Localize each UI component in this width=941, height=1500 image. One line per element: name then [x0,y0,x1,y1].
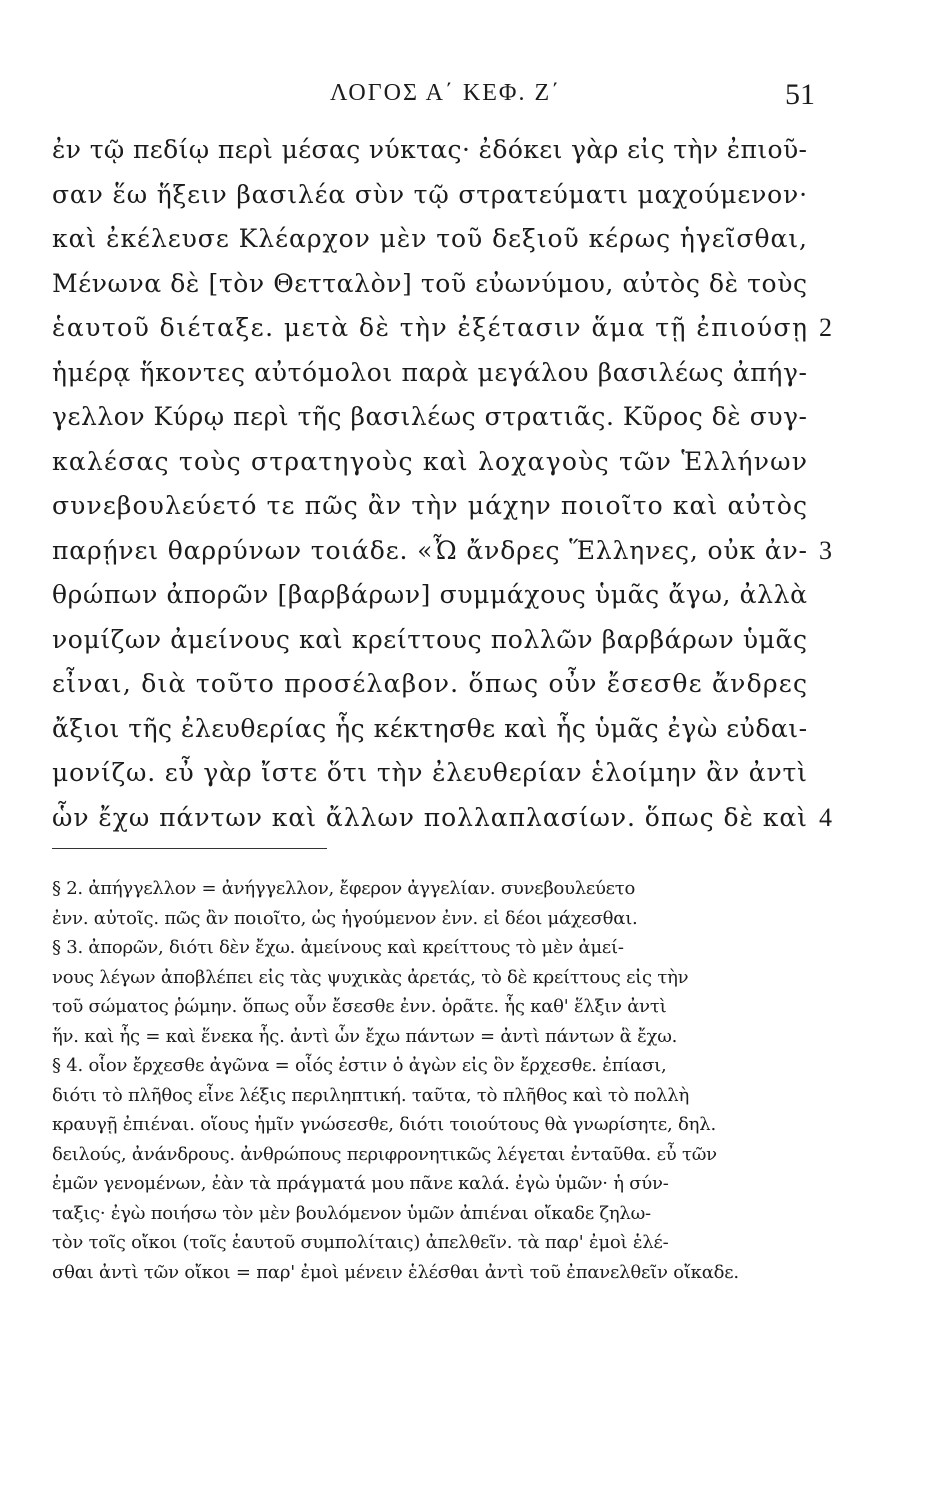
section-number: 4 [819,802,832,832]
note-line: διότι τὸ πλῆθος εἶνε λέξις περιληπτική. ταῦτα, τὸ πλῆθος καὶ τὸ πολλὴ [52,1084,690,1106]
main-text [52,128,832,840]
line-text: συνεβουλεύετό τε πῶς ἂν τὴν μάχην ποιοῖτο καὶ αὐτὸς [52,491,809,520]
line-text: σαν ἕω ἥξειν βασιλέα σὺν τῷ στρατεύματι μαχούμενον· [52,179,808,209]
line-text: Μένωνα δὲ [τὸν Θετταλὸν] τοῦ εὐωνύμου, αὐτὸς δὲ τοὺς [52,268,808,298]
text-line [52,529,832,574]
note-line: κραυγῇ ἐπιέναι. οἵους ἡμῖν γνώσεσθε, διότι τοιούτους θὰ γνωρίσητε, δηλ. [52,1114,716,1135]
note-line: ἐνν. αὐτοῖς. πῶς ἂν ποιοῖτο, ὡς ἡγούμενον ἐνν. εἰ δέοι μάχεσθαι. [52,907,638,929]
text-line [52,484,822,529]
note-line: νους λέγων ἀποβλέπει εἰς τὰς ψυχικὰς ἀρετάς, τὸ δὲ κρείττους εἰς τὴν [52,966,689,988]
line-text: μονίζω. εὖ γὰρ ἴστε ὅτι τὴν ἐλευθερίαν ἑλοίμην ἂν ἀντὶ [52,758,808,787]
text-line [52,707,822,752]
line-text: ἐν τῷ πεδίῳ περὶ μέσας νύκτας· ἐδόκει γὰρ εἰς τὴν ἐπιοῦ- [52,135,808,164]
text-line [52,173,822,218]
text-line [52,796,832,841]
text-line [52,306,832,351]
line-text: ἄξιοι τῆς ἐλευθερίας ἧς κέκτησθε καὶ ἧς ὑμᾶς ἐγὼ εὐδαι- [52,713,808,743]
note-line: ἐμῶν γενομένων, ἐὰν τὰ πράγματά μου πᾶνε καλά. ἐγὼ ὑμῶν· ἡ σύν- [52,1173,669,1194]
note-line: § 2. ἀπήγγελλον = ἀνήγγελλον, ἔφερον ἀγγελίαν. συνεβουλεύετο [52,878,636,899]
section-number: 3 [819,535,832,565]
line-text: καὶ ἐκέλευσε Κλέαρχον μὲν τοῦ δεξιοῦ κέρως ἡγεῖσθαι, [52,224,808,253]
note-line: τοῦ σώματος ῥώμην. ὅπως οὖν ἔσεσθε ἐνν. ὁρᾶτε. ἧς καθ' ἕλξιν ἀντὶ [52,996,667,1017]
line-text: καλέσας τοὺς στρατηγοὺς καὶ λοχαγοὺς τῶν Ἑλλήνων [52,446,809,476]
footnote-divider [52,848,327,849]
section-number: 2 [819,313,832,342]
text-line [52,573,822,618]
text-line [52,440,822,485]
text-line [52,662,822,707]
line-text: παρῄνει θαρρύνων τοιάδε. «Ὦ ἄνδρες Ἕλληνες, οὐκ ἀν- [52,535,808,565]
running-title: ΛΟΓΟΣ Α΄ ΚΕΦ. Ζ΄ [330,80,562,106]
line-text: ἡμέρᾳ ἥκοντες αὐτόμολοι παρὰ μεγάλου βασιλέως ἀπήγ- [52,357,808,387]
page-number: 51 [785,78,815,111]
note-line: ἥν. καὶ ἧς = καὶ ἕνεκα ἧς. ἀντὶ ὧν ἔχω πάντων = ἀντὶ πάντων ἃ ἔχω. [52,1025,678,1047]
line-text: ἑαυτοῦ διέταξε. μετὰ δὲ τὴν ἐξέτασιν ἅμα τῇ ἐπιούσῃ [52,313,809,342]
line-text: γελλον Κύρῳ περὶ τῆς βασιλέως στρατιᾶς. Κῦρος δὲ συγ- [52,402,808,431]
note-line: τὸν τοῖς οἴκοι (τοῖς ἑαυτοῦ συμπολίταις) ἀπελθεῖν. τὰ παρ' ἐμοὶ ἑλέ- [52,1232,669,1253]
line-text: θρώπων ἀπορῶν [βαρβάρων] συμμάχους ὑμᾶς ἄγω, ἀλλὰ [52,580,808,609]
running-header [300,78,815,114]
line-text: ὧν ἔχω πάντων καὶ ἄλλων πολλαπλασίων. ὅπως δὲ καὶ [52,802,808,832]
note-line: σθαι ἀντὶ τῶν οἴκοι = παρ' ἐμοὶ μένειν ἑλέσθαι ἀντὶ τοῦ ἐπανελθεῖν οἴκαδε. [52,1261,739,1283]
text-line [52,351,822,396]
text-line [52,751,822,796]
text-line [52,217,822,262]
line-text: εἶναι, διὰ τοῦτο προσέλαβον. ὅπως οὖν ἔσεσθε ἄνδρες [52,669,809,698]
commentary-notes [52,874,822,1287]
note-line: δειλούς, ἀνάνδρους. ἀνθρώπους περιφρονητικῶς λέγεται ἐνταῦθα. εὖ τῶν [52,1143,717,1165]
line-text: νομίζων ἀμείνους καὶ κρείττους πολλῶν βαρβάρων ὑμᾶς [52,624,808,654]
note-line: § 4. οἷον ἔρχεσθε ἀγῶνα = οἷός ἐστιν ὁ ἀγὼν εἰς ὃν ἔρχεσθε. ἐπίασι, [52,1055,667,1076]
text-line [52,128,822,173]
note-line: § 3. ἀπορῶν, διότι δὲν ἔχω. ἀμείνους καὶ κρείττους τὸ μὲν ἀμεί- [52,937,624,958]
note-line: ταξις· ἐγὼ ποιήσω τὸν μὲν βουλόμενον ὑμῶν ἀπιέναι οἴκαδε ζηλω- [52,1202,651,1224]
text-line [52,395,822,440]
text-line [52,262,822,307]
text-line [52,618,822,663]
